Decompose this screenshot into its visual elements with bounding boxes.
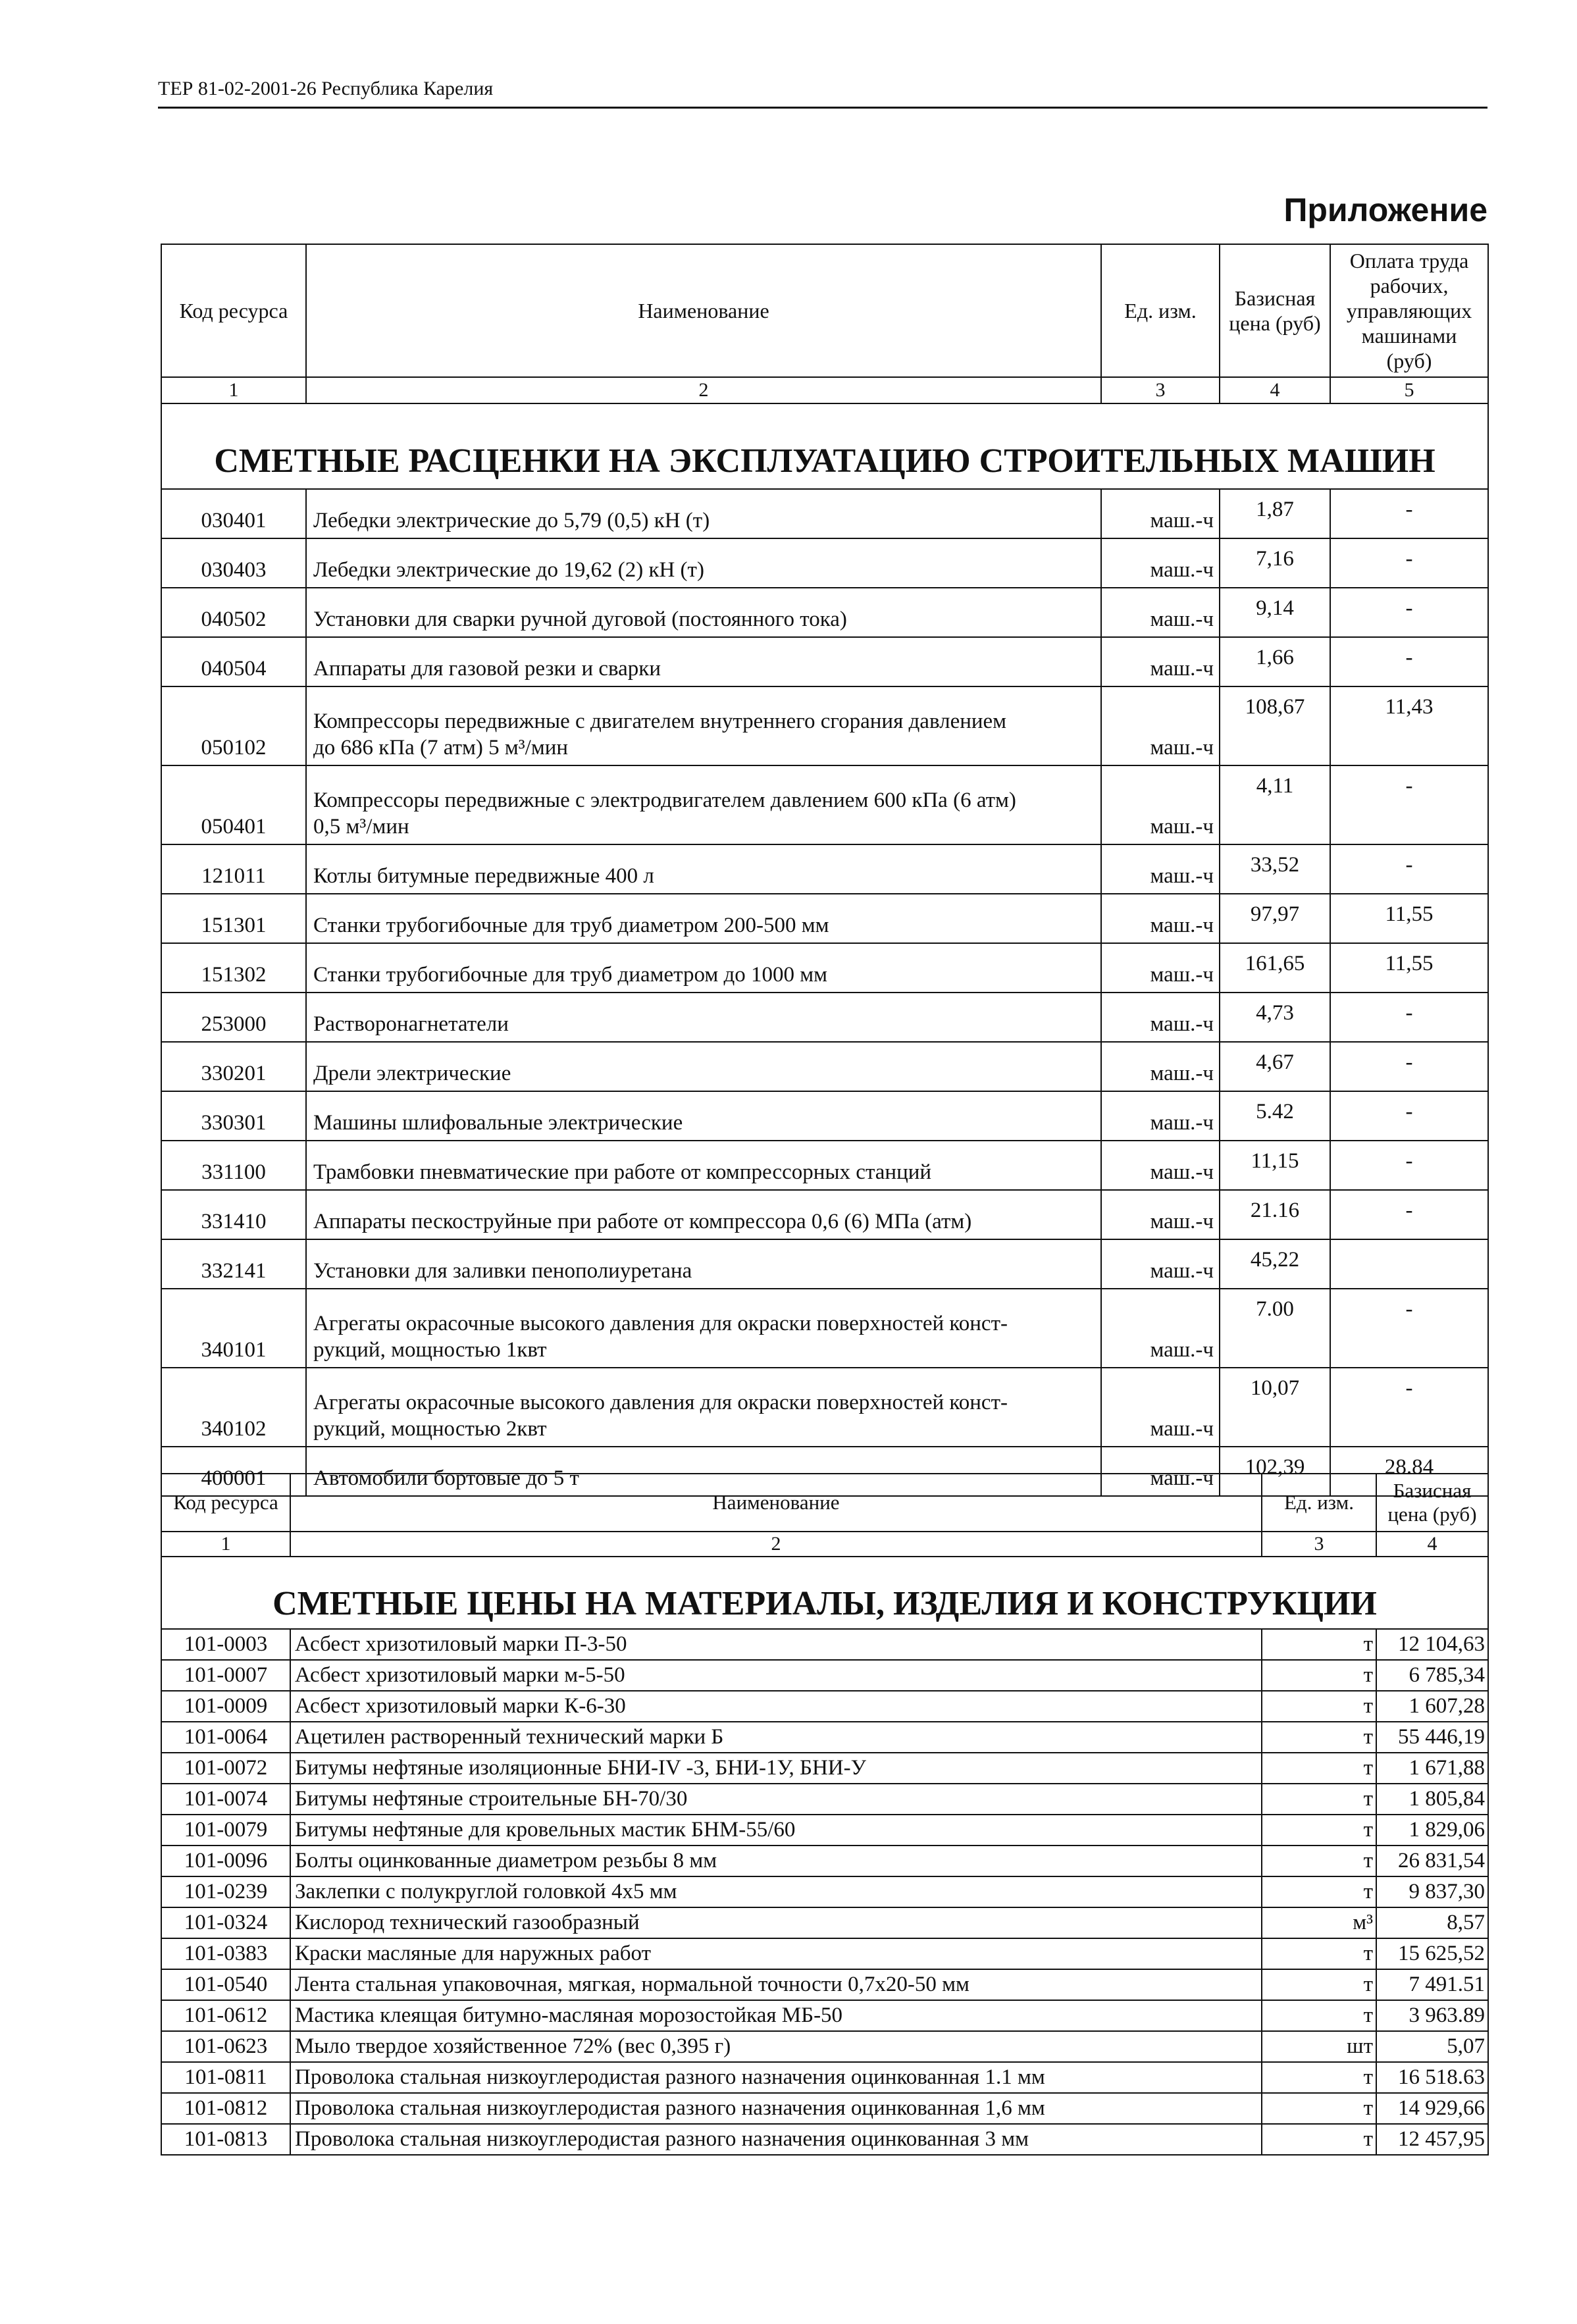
operator-pay: 11,43 [1330, 686, 1488, 765]
resource-code: 101-0612 [161, 2000, 290, 2031]
base-price: 97,97 [1220, 894, 1330, 943]
resource-name: Асбест хризотиловый марки К-6-30 [290, 1691, 1262, 1722]
table-row [161, 2093, 1488, 2124]
resource-code: 340101 [161, 1289, 306, 1368]
base-price: 9,14 [1220, 588, 1330, 637]
table-row [161, 1876, 1488, 1907]
col-header-name: Наименование [290, 1474, 1262, 1532]
table-row [161, 686, 1488, 765]
unit: маш.-ч [1101, 1239, 1220, 1289]
unit: т [1262, 1691, 1376, 1722]
resource-code: 030401 [161, 489, 306, 538]
table-row [161, 1753, 1488, 1784]
resource-code: 101-0072 [161, 1753, 290, 1784]
base-price: 4,11 [1220, 765, 1330, 844]
section-title-machines: СМЕТНЫЕ РАСЦЕНКИ НА ЭКСПЛУАТАЦИЮ СТРОИТЕЛЬНЫХ МАШИН [161, 403, 1488, 489]
base-price: 1 805,84 [1376, 1784, 1488, 1815]
unit: т [1262, 1815, 1376, 1846]
base-price: 33,52 [1220, 844, 1330, 894]
base-price: 5,07 [1376, 2031, 1488, 2062]
resource-code: 101-0064 [161, 1722, 290, 1753]
base-price: 10,07 [1220, 1368, 1330, 1447]
unit: маш.-ч [1101, 993, 1220, 1042]
unit: маш.-ч [1101, 1091, 1220, 1141]
base-price: 8,57 [1376, 1907, 1488, 1938]
table-row [161, 1141, 1488, 1190]
resource-name [306, 765, 1101, 844]
col-header-name: Наименование [306, 244, 1101, 377]
unit: маш.-ч [1101, 1190, 1220, 1239]
table-row [161, 1042, 1488, 1091]
resource-name: Краски масляные для наружных работ [290, 1938, 1262, 1969]
resource-name: Кислород технический газообразный [290, 1907, 1262, 1938]
base-price: 1 607,28 [1376, 1691, 1488, 1722]
col-number: 3 [1262, 1532, 1376, 1557]
resource-code: 040502 [161, 588, 306, 637]
base-price: 15 625,52 [1376, 1938, 1488, 1969]
table-row [161, 1190, 1488, 1239]
table-row [161, 1938, 1488, 1969]
resource-code: 050102 [161, 686, 306, 765]
resource-code: 050401 [161, 765, 306, 844]
table-row [161, 1907, 1488, 1938]
operator-pay: 28.84 [1330, 1447, 1488, 1496]
base-price: 1,87 [1220, 489, 1330, 538]
resource-code: 151301 [161, 894, 306, 943]
unit: маш.-ч [1101, 686, 1220, 765]
col-header-code: Код ресурса [161, 244, 306, 377]
resource-name: Аппараты пескоструйные при работе от компрессора 0,6 (6) МПа (атм) [306, 1190, 1101, 1239]
resource-code: 030403 [161, 538, 306, 588]
base-price: 45,22 [1220, 1239, 1330, 1289]
resource-name: Битумы нефтяные изоляционные БНИ-IV -3, БНИ-1У, БНИ-У [290, 1753, 1262, 1784]
col-number: 4 [1376, 1532, 1488, 1557]
resource-name: Проволока стальная низкоуглеродистая разного назначения оцинкованная 1,6 мм [290, 2093, 1262, 2124]
resource-name: Лебедки электрические до 5,79 (0,5) кН (т) [306, 489, 1101, 538]
operator-pay: - [1330, 1042, 1488, 1091]
base-price: 14 929,66 [1376, 2093, 1488, 2124]
unit: маш.-ч [1101, 844, 1220, 894]
base-price: 3 963.89 [1376, 2000, 1488, 2031]
col-header-pay: Оплата труда рабочих, управляющих машинами (руб) [1330, 244, 1488, 377]
unit: т [1262, 2062, 1376, 2093]
resource-name: Котлы битумные передвижные 400 л [306, 844, 1101, 894]
col-number: 1 [161, 377, 306, 403]
resource-name: Проволока стальная низкоуглеродистая разного назначения оцинкованная 1.1 мм [290, 2062, 1262, 2093]
table-row [161, 993, 1488, 1042]
base-price: 108,67 [1220, 686, 1330, 765]
unit: маш.-ч [1101, 1289, 1220, 1368]
unit: т [1262, 2000, 1376, 2031]
resource-name: Мастика клеящая битумно-масляная морозостойкая МБ-50 [290, 2000, 1262, 2031]
table-row [161, 538, 1488, 588]
table-row [161, 1784, 1488, 1815]
unit: т [1262, 1660, 1376, 1691]
section-title-materials: СМЕТНЫЕ ЦЕНЫ НА МАТЕРИАЛЫ, ИЗДЕЛИЯ И КОНСТРУКЦИИ [161, 1557, 1488, 1629]
base-price: 1,66 [1220, 637, 1330, 686]
resource-code: 101-0007 [161, 1660, 290, 1691]
base-price: 12 104,63 [1376, 1629, 1488, 1660]
resource-name [306, 686, 1101, 765]
table-row [161, 2000, 1488, 2031]
resource-code: 101-0813 [161, 2124, 290, 2155]
operator-pay: - [1330, 637, 1488, 686]
resource-code: 101-0009 [161, 1691, 290, 1722]
operator-pay: - [1330, 1141, 1488, 1190]
resource-name: Аппараты для газовой резки и сварки [306, 637, 1101, 686]
resource-name-line: рукций, мощностью 2квт [313, 1417, 547, 1441]
resource-name: Дрели электрические [306, 1042, 1101, 1091]
col-header-unit: Ед. изм. [1101, 244, 1220, 377]
base-price: 21.16 [1220, 1190, 1330, 1239]
operator-pay: - [1330, 844, 1488, 894]
resource-code: 101-0074 [161, 1784, 290, 1815]
operator-pay: - [1330, 538, 1488, 588]
table-row [161, 943, 1488, 993]
resource-name: Лента стальная упаковочная, мягкая, нормальной точности 0,7x20-50 мм [290, 1969, 1262, 2000]
resource-name: Битумы нефтяные строительные БН-70/30 [290, 1784, 1262, 1815]
resource-name-line: до 686 кПа (7 атм) 5 м³/мин [313, 736, 569, 760]
unit: м³ [1262, 1907, 1376, 1938]
table-row [161, 894, 1488, 943]
table-row [161, 1846, 1488, 1876]
operator-pay: - [1330, 1289, 1488, 1368]
table-row [161, 2124, 1488, 2155]
resource-code: 151302 [161, 943, 306, 993]
resource-code: 101-0623 [161, 2031, 290, 2062]
operator-pay: - [1330, 765, 1488, 844]
base-price: 26 831,54 [1376, 1846, 1488, 1876]
resource-code: 101-0079 [161, 1815, 290, 1846]
resource-name-line: Агрегаты окрасочные высокого давления для окраски поверхностей конст- [313, 1312, 1008, 1335]
resource-name-line: Компрессоры передвижные с двигателем внутреннего сгорания давлением [313, 710, 1007, 733]
base-price: 1 829,06 [1376, 1815, 1488, 1846]
table-row [161, 1239, 1488, 1289]
base-price: 7,16 [1220, 538, 1330, 588]
operator-pay: - [1330, 1091, 1488, 1141]
operator-pay: 11,55 [1330, 894, 1488, 943]
base-price: 6 785,34 [1376, 1660, 1488, 1691]
unit: маш.-ч [1101, 1447, 1220, 1496]
resource-code: 121011 [161, 844, 306, 894]
unit: т [1262, 1784, 1376, 1815]
unit: т [1262, 2124, 1376, 2155]
table-row [161, 1091, 1488, 1141]
table-row [161, 2031, 1488, 2062]
resource-code: 101-0003 [161, 1629, 290, 1660]
resource-name: Машины шлифовальные электрические [306, 1091, 1101, 1141]
operator-pay: - [1330, 1368, 1488, 1447]
resource-code: 331100 [161, 1141, 306, 1190]
resource-name-line: 0,5 м³/мин [313, 815, 409, 839]
base-price: 12 457,95 [1376, 2124, 1488, 2155]
unit: т [1262, 1846, 1376, 1876]
resource-name: Проволока стальная низкоуглеродистая разного назначения оцинкованная 3 мм [290, 2124, 1262, 2155]
table-row [161, 1815, 1488, 1846]
operator-pay: - [1330, 489, 1488, 538]
operator-pay: 11,55 [1330, 943, 1488, 993]
resource-name: Трамбовки пневматические при работе от компрессорных станций [306, 1141, 1101, 1190]
unit: т [1262, 1753, 1376, 1784]
resource-name: Установки для заливки пенополиуретана [306, 1239, 1101, 1289]
resource-code: 332141 [161, 1239, 306, 1289]
col-header-price: Базисная цена (руб) [1220, 244, 1330, 377]
table-row [161, 489, 1488, 538]
table-row [161, 765, 1488, 844]
resource-code: 331410 [161, 1190, 306, 1239]
base-price: 55 446,19 [1376, 1722, 1488, 1753]
resource-code: 101-0383 [161, 1938, 290, 1969]
table-row [161, 1969, 1488, 2000]
table-row [161, 588, 1488, 637]
unit: маш.-ч [1101, 1042, 1220, 1091]
base-price: 102,39 [1220, 1447, 1330, 1496]
unit: шт [1262, 2031, 1376, 2062]
resource-code: 101-0540 [161, 1969, 290, 2000]
table-row [161, 1691, 1488, 1722]
table-row [161, 1289, 1488, 1368]
resource-name-line: Агрегаты окрасочные высокого давления для окраски поверхностей конст- [313, 1391, 1008, 1414]
col-header-code: Код ресурса [161, 1474, 290, 1532]
col-number: 5 [1330, 377, 1488, 403]
resource-name-line: рукций, мощностью 1квт [313, 1338, 547, 1362]
base-price: 4,67 [1220, 1042, 1330, 1091]
unit: маш.-ч [1101, 943, 1220, 993]
base-price: 7.00 [1220, 1289, 1330, 1368]
base-price: 5.42 [1220, 1091, 1330, 1141]
resource-name: Станки трубогибочные для труб диаметром до 1000 мм [306, 943, 1101, 993]
base-price: 1 671,88 [1376, 1753, 1488, 1784]
table-row [161, 844, 1488, 894]
table-row [161, 2062, 1488, 2093]
unit: т [1262, 1629, 1376, 1660]
base-price: 11,15 [1220, 1141, 1330, 1190]
resource-code: 101-0812 [161, 2093, 290, 2124]
table-row [161, 1368, 1488, 1447]
resource-name: Станки трубогибочные для труб диаметром 200-500 мм [306, 894, 1101, 943]
resource-name: Асбест хризотиловый марки П-3-50 [290, 1629, 1262, 1660]
header-rule [158, 107, 1487, 109]
col-number: 2 [306, 377, 1101, 403]
table-row [161, 1722, 1488, 1753]
resource-name: Растворонагнетатели [306, 993, 1101, 1042]
document-id: ТЕР 81-02-2001-26 Республика Карелия [158, 78, 494, 99]
unit: т [1262, 1722, 1376, 1753]
resource-code: 101-0324 [161, 1907, 290, 1938]
appendix-title: Приложение [1283, 192, 1487, 228]
resource-name: Ацетилен растворенный технический марки Б [290, 1722, 1262, 1753]
base-price: 161,65 [1220, 943, 1330, 993]
operator-pay: - [1330, 993, 1488, 1042]
unit: т [1262, 1876, 1376, 1907]
base-price: 16 518.63 [1376, 2062, 1488, 2093]
base-price: 4,73 [1220, 993, 1330, 1042]
col-number: 2 [290, 1532, 1262, 1557]
unit: маш.-ч [1101, 894, 1220, 943]
resource-code: 101-0811 [161, 2062, 290, 2093]
unit: маш.-ч [1101, 765, 1220, 844]
resource-code: 400001 [161, 1447, 306, 1496]
materials-table [161, 1473, 1489, 2156]
resource-code: 040504 [161, 637, 306, 686]
unit: т [1262, 2093, 1376, 2124]
resource-name: Заклепки с полукруглой головкой 4x5 мм [290, 1876, 1262, 1907]
unit: маш.-ч [1101, 1368, 1220, 1447]
unit: маш.-ч [1101, 538, 1220, 588]
machines-table [161, 244, 1489, 1497]
operator-pay [1330, 1239, 1488, 1289]
resource-name [306, 1289, 1101, 1368]
base-price: 7 491.51 [1376, 1969, 1488, 2000]
table-row [161, 1629, 1488, 1660]
resource-name: Лебедки электрические до 19,62 (2) кН (т) [306, 538, 1101, 588]
resource-name: Мыло твердое хозяйственное 72% (вес 0,395 г) [290, 2031, 1262, 2062]
resource-code: 340102 [161, 1368, 306, 1447]
resource-name: Установки для сварки ручной дуговой (постоянного тока) [306, 588, 1101, 637]
page-header [158, 78, 1487, 100]
resource-code: 101-0239 [161, 1876, 290, 1907]
unit: маш.-ч [1101, 1141, 1220, 1190]
resource-name: Битумы нефтяные для кровельных мастик БНМ-55/60 [290, 1815, 1262, 1846]
col-number: 3 [1101, 377, 1220, 403]
unit: т [1262, 1969, 1376, 2000]
operator-pay: - [1330, 588, 1488, 637]
col-header-unit: Ед. изм. [1262, 1474, 1376, 1532]
resource-name: Болты оцинкованные диаметром резьбы 8 мм [290, 1846, 1262, 1876]
resource-name: Асбест хризотиловый марки м-5-50 [290, 1660, 1262, 1691]
table-row [161, 1660, 1488, 1691]
base-price: 9 837,30 [1376, 1876, 1488, 1907]
unit: т [1262, 1938, 1376, 1969]
col-header-price: Базисная цена (руб) [1376, 1474, 1488, 1532]
col-number: 4 [1220, 377, 1330, 403]
operator-pay: - [1330, 1190, 1488, 1239]
resource-name: Автомобили бортовые до 5 т [306, 1447, 1101, 1496]
col-number: 1 [161, 1532, 290, 1557]
resource-name [306, 1368, 1101, 1447]
table-row [161, 637, 1488, 686]
resource-code: 253000 [161, 993, 306, 1042]
resource-code: 330201 [161, 1042, 306, 1091]
unit: маш.-ч [1101, 637, 1220, 686]
resource-name-line: Компрессоры передвижные с электродвигателем давлением 600 кПа (6 атм) [313, 788, 1016, 812]
unit: маш.-ч [1101, 588, 1220, 637]
resource-code: 101-0096 [161, 1846, 290, 1876]
unit: маш.-ч [1101, 489, 1220, 538]
resource-code: 330301 [161, 1091, 306, 1141]
